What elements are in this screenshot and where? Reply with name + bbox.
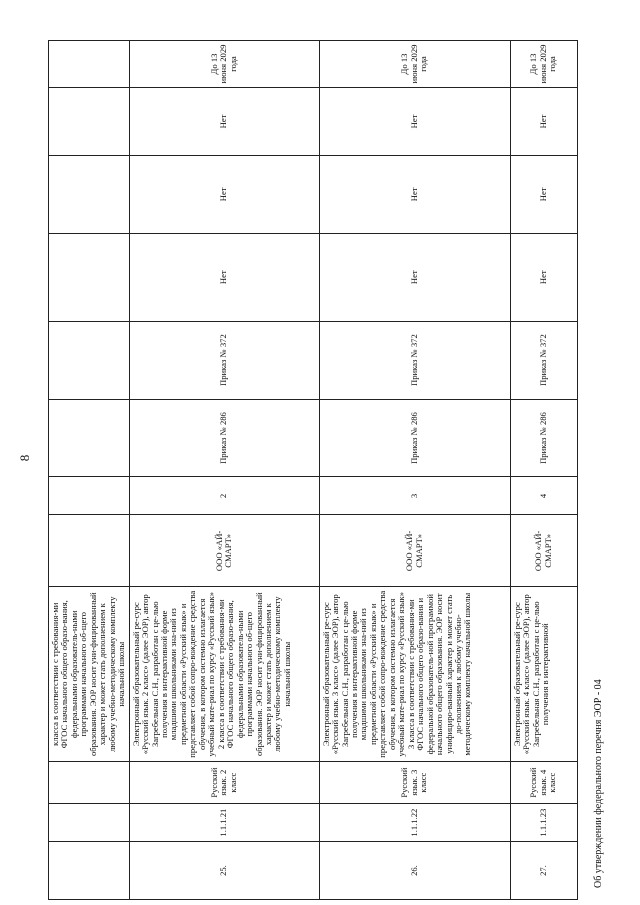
table-row	[129, 41, 319, 900]
row-order-1: Приказ № 286	[319, 399, 510, 477]
page-number: 8	[17, 454, 32, 462]
row-grade: 3	[319, 477, 510, 515]
row-order-2: Приказ № 372	[319, 321, 510, 399]
row-organization: ООО «АЙ-СМАРТ»	[510, 515, 577, 587]
row-check-1: Нет	[510, 233, 577, 321]
row-check-3: Нет	[129, 88, 319, 156]
table-row	[319, 41, 510, 900]
row-check-3: Нет	[510, 88, 577, 156]
row-check-1: Нет	[129, 233, 319, 321]
row-description: Электронный образовательный ре-сурс «Русский язык. 4 класс» (далее ЭОР), автор Загребельная С.Н., разработан с це-лью получения в интерактивной	[510, 587, 577, 762]
continued-row	[49, 41, 130, 900]
row-code: 1.1.1.22	[319, 804, 510, 842]
row-order-2: Приказ № 372	[510, 321, 577, 399]
landscape-sheet	[48, 40, 638, 900]
row-description: Электронный образовательный ре-сурс «Русский язык. 3 класс» (далее ЭОР), автор Загребельная С.Н., разработан с це-лью получения в интерактивной форме младшими школьниками зна-ний из предметной области «Русский язык» и представляет собой сопро-вождение средства обучения, в котором системно излагается учебный мате-риал по курсу «Русский язык» 3 класса в соответствии с требования-ми ФГОС начального общего образо-вания и федеральной образователь-ной программой начального общего образования. ЭОР носит унифициро-ванный характер и может стать до-полнением к любому учебно-методическому комплекту начальной школы	[319, 587, 510, 762]
row-check-1: Нет	[319, 233, 510, 321]
row-deadline: До 13 июня 2029 года	[319, 41, 510, 88]
row-number: 27.	[510, 842, 577, 900]
row-grade: 2	[129, 477, 319, 515]
row-title: Русский язык. 2 класс	[129, 762, 319, 804]
row-organization: ООО «АЙ-СМАРТ»	[319, 515, 510, 587]
eor-register-table	[48, 40, 578, 900]
row-order-2: Приказ № 372	[129, 321, 319, 399]
row-description: Электронный образовательный ре-сурс «Русский язык. 2 класс» (далее ЭОР), автор Загребельная С.Н., разработан с це-лью получения в интерактивной форме младшими школьниками зна-ний из предметной области «Русский язык» и представляет собой сопро-вождение средства обучения, в котором системно излагается учебный мате-риал по курсу «Русский язык» 2 класса в соответствии с требования-ми ФГОС начального общего образо-вания, федеральными образователь-ными программами начального об-щего образования. ЭОР носит уни-фицированный характер и может стать дополнением к любому учебно-методическому комплекту начальной школы	[129, 587, 319, 762]
row-organization: ООО «АЙ-СМАРТ»	[129, 515, 319, 587]
row-check-2: Нет	[319, 155, 510, 233]
row-title: Русский язык. 4 класс	[510, 762, 577, 804]
footer-text: Об утверждении федерального перечня ЭОР - 04	[593, 679, 604, 888]
row-check-2: Нет	[129, 155, 319, 233]
row-title: Русский язык. 3 класс	[319, 762, 510, 804]
row-deadline: До 13 июня 2029 года	[510, 41, 577, 88]
row-check-2: Нет	[510, 155, 577, 233]
row-code: 1.1.1.23	[510, 804, 577, 842]
row-number: 25.	[129, 842, 319, 900]
row-code: 1.1.1.21	[129, 804, 319, 842]
row-deadline: До 13 июня 2029 года	[129, 41, 319, 88]
row-grade: 4	[510, 477, 577, 515]
row-order-1: Приказ № 286	[510, 399, 577, 477]
row-number: 26.	[319, 842, 510, 900]
table-row	[510, 41, 577, 900]
row-check-3: Нет	[319, 88, 510, 156]
continued-description: класса в соответствии с требования-ми ФГОС начального общего образо-вания, федеральными образователь-ными программами начального об-щего образования. ЭОР носит уни-фицированный характер и может стать дополнением к любому учебно-методическому комплекту начальной школы	[49, 587, 130, 762]
row-order-1: Приказ № 286	[129, 399, 319, 477]
